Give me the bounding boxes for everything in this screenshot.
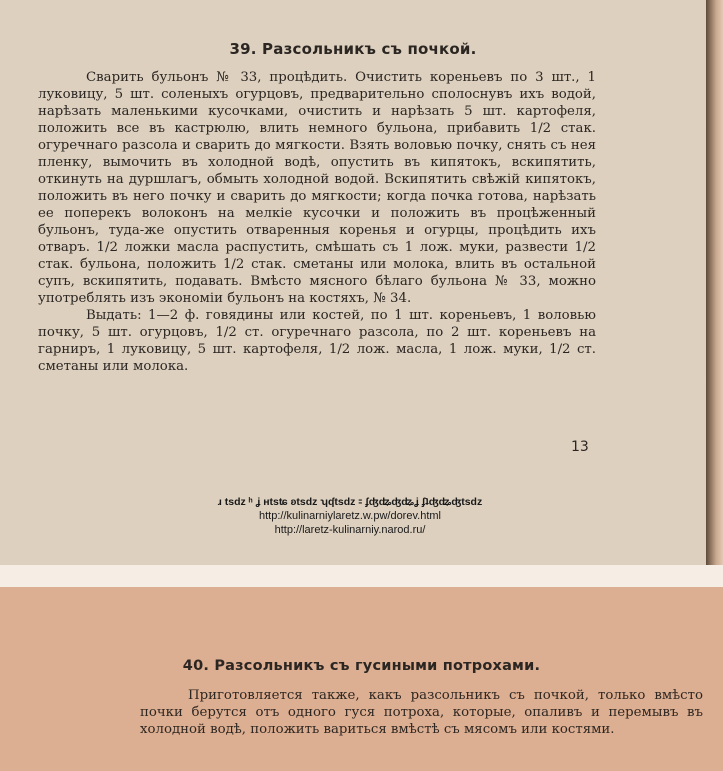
- recipe-body-2: [140, 687, 703, 738]
- recipe-title-2: 40. Разсольникъ съ гусиными потрохами.: [182, 658, 541, 674]
- page-edge-shadow: [706, 0, 723, 565]
- recipe-instructions: Сварить бульонъ № 33, процѣдить. Очистить кореньевъ по 3 шт., 1 луковицу, 5 шт. соленыхъ огурцовъ, предварительно сполоснувъ ихъ водой, нарѣзать маленькими кусочками, очистить и нарѣзать 5 шт. картофеля, положить все въ кастрюлю, влить немного бульона, прибавить 1/2 стак. огуречнаго разсола и сварить до мягкости. Взять воловью почку, снять съ нея пленку, вымочить въ холодной водѣ, опустить въ кипятокъ, вскипятить, откинуть на дуршлагъ, обмыть холодной водой. Вскипятить свѣжій кипятокъ, положить въ него почку и сварить до мягкости; когда почка готова, нарѣзать ее поперекъ волоконъ на мелкіе кусочки и положить въ процѣженный бульонъ, туда-же опустить отваренныя коренья и огурцы, процѣдить ихъ отваръ. 1/2 ложки масла распустить, смѣшать съ 1 лож. муки, развести 1/2 стак. бульона, положить 1/2 стак. сметаны или молока, влить въ остальной супъ, вскипятить, подавать. Вмѣсто мясного бѣлаго бульона № 33, можно употреблять изъ экономіи бульонъ на костяхъ, № 34.: [38, 70, 596, 306]
- recipe-title: 39. Разсольникъ съ почкой.: [229, 40, 477, 58]
- page-number: 13: [571, 439, 589, 455]
- recipe-ingredients: Выдать: 1—2 ф. говядины или костей, по 1 шт. кореньевъ, 1 воловью почку, 5 шт. огурцовъ, 1/2 ст. огуречнаго разсола, по 2 шт. кореньевъ на гарниръ, 1 луковицу, 5 шт. картофеля, 1/2 лож. масла, 1 лож. муки, 1/2 ст. сметаны или молока.: [38, 308, 596, 374]
- book-page-bottom: [0, 587, 723, 771]
- recipe-body: [38, 69, 596, 375]
- recipe-instructions-2: Приготовляется также, какъ разсольникъ съ почкой, только вмѣсто почки берутся отъ одного гуся потроха, которые, опаливъ и перемывъ въ холодной водѣ, положить вариться вмѣстѣ съ мясомъ или костями.: [140, 688, 703, 737]
- page-separator: [0, 565, 723, 587]
- watermark-url-1[interactable]: http://kulinarniylaretz.w.pw/dorev.html: [259, 510, 441, 522]
- watermark-garbled-text: ɹ tsdz ʰ ʝ ʜtsʨ ʚtsdz ʮʠtsdz ꞊ ʄʤʥʤʥʝ ʄʇʤʥʤtsdz: [217, 496, 483, 508]
- watermark-url-2[interactable]: http://laretz-kulinarniy.narod.ru/: [274, 524, 426, 536]
